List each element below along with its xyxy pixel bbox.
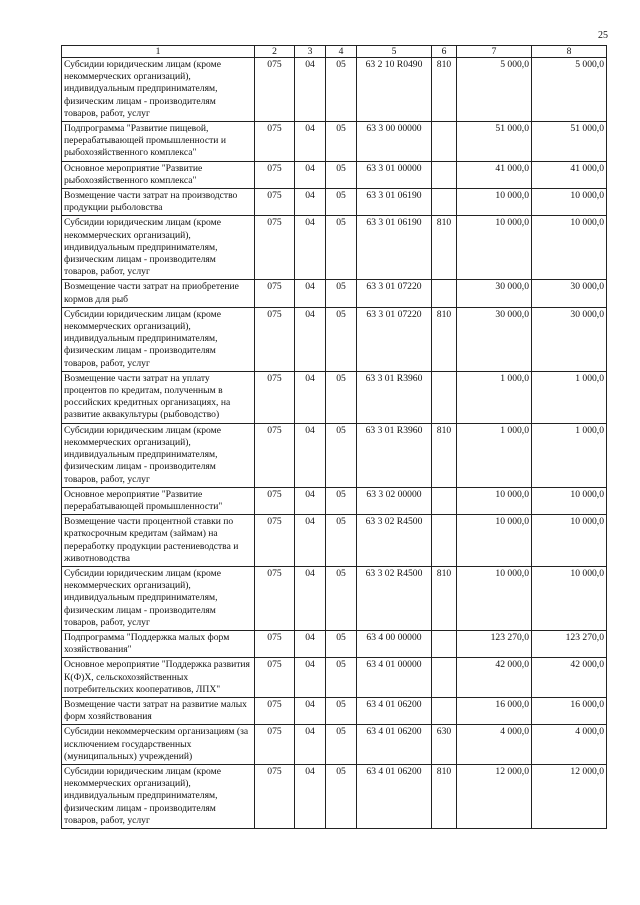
target-article-cell: 63 3 02 00000 xyxy=(357,487,432,514)
amount-cell: 1 000,0 xyxy=(532,371,607,423)
subsection-code-cell: 05 xyxy=(326,423,357,487)
expense-type-cell xyxy=(432,122,457,162)
section-code-cell: 04 xyxy=(295,280,326,307)
subsection-code-cell: 05 xyxy=(326,307,357,371)
table-row xyxy=(62,122,607,162)
row-name-cell: Основное мероприятие "Развитие рыбохозяйственного комплекса" xyxy=(62,161,255,188)
row-name-cell: Возмещение части затрат на приобретение кормов для рыб xyxy=(62,280,255,307)
table-row xyxy=(62,216,607,280)
section-code-cell: 04 xyxy=(295,566,326,630)
row-name-cell: Основное мероприятие "Развитие перерабатывающей промышленности" xyxy=(62,487,255,514)
amount-cell: 30 000,0 xyxy=(457,307,532,371)
amount-cell: 16 000,0 xyxy=(457,697,532,724)
amount-cell: 1 000,0 xyxy=(532,423,607,487)
amount-cell: 123 270,0 xyxy=(532,630,607,657)
target-article-cell: 63 3 01 R3960 xyxy=(357,423,432,487)
amount-cell: 10 000,0 xyxy=(457,566,532,630)
amount-cell: 10 000,0 xyxy=(532,515,607,567)
section-code-cell: 04 xyxy=(295,515,326,567)
amount-cell: 51 000,0 xyxy=(457,122,532,162)
expense-type-cell xyxy=(432,658,457,698)
column-header-2: 2 xyxy=(255,46,295,58)
subsection-code-cell: 05 xyxy=(326,161,357,188)
column-header-4: 4 xyxy=(326,46,357,58)
section-code-cell: 04 xyxy=(295,423,326,487)
table-row xyxy=(62,764,607,828)
expense-type-cell: 810 xyxy=(432,307,457,371)
table-row xyxy=(62,58,607,122)
expense-type-cell: 810 xyxy=(432,566,457,630)
subsection-code-cell: 05 xyxy=(326,630,357,657)
expense-type-cell xyxy=(432,189,457,216)
row-name-cell: Субсидии юридическим лицам (кроме некоммерческих организаций), индивидуальным предпринимателям, физическим лицам - производителям товаров, работ, услуг xyxy=(62,216,255,280)
ministry-code-cell: 075 xyxy=(255,697,295,724)
subsection-code-cell: 05 xyxy=(326,487,357,514)
expense-type-cell xyxy=(432,161,457,188)
section-code-cell: 04 xyxy=(295,725,326,765)
row-name-cell: Подпрограмма "Развитие пищевой, перерабатывающей промышленности и рыбохозяйственного комплекса" xyxy=(62,122,255,162)
column-header-6: 6 xyxy=(432,46,457,58)
column-header-3: 3 xyxy=(295,46,326,58)
table-row xyxy=(62,697,607,724)
subsection-code-cell: 05 xyxy=(326,658,357,698)
amount-cell: 10 000,0 xyxy=(457,487,532,514)
target-article-cell: 63 4 01 06200 xyxy=(357,697,432,724)
ministry-code-cell: 075 xyxy=(255,630,295,657)
target-article-cell: 63 3 01 R3960 xyxy=(357,371,432,423)
ministry-code-cell: 075 xyxy=(255,423,295,487)
amount-cell: 10 000,0 xyxy=(457,189,532,216)
budget-table xyxy=(61,45,607,829)
target-article-cell: 63 3 01 07220 xyxy=(357,280,432,307)
amount-cell: 5 000,0 xyxy=(457,58,532,122)
target-article-cell: 63 3 01 06190 xyxy=(357,216,432,280)
amount-cell: 12 000,0 xyxy=(532,764,607,828)
expense-type-cell xyxy=(432,280,457,307)
table-row xyxy=(62,161,607,188)
section-code-cell: 04 xyxy=(295,189,326,216)
page-number: 25 xyxy=(598,30,608,41)
section-code-cell: 04 xyxy=(295,307,326,371)
ministry-code-cell: 075 xyxy=(255,58,295,122)
expense-type-cell: 810 xyxy=(432,764,457,828)
table-row xyxy=(62,423,607,487)
amount-cell: 30 000,0 xyxy=(457,280,532,307)
row-name-cell: Субсидии юридическим лицам (кроме некоммерческих организаций), индивидуальным предпринимателям, физическим лицам - производителям товаров, работ, услуг xyxy=(62,423,255,487)
subsection-code-cell: 05 xyxy=(326,515,357,567)
section-code-cell: 04 xyxy=(295,216,326,280)
table-row xyxy=(62,280,607,307)
section-code-cell: 04 xyxy=(295,764,326,828)
ministry-code-cell: 075 xyxy=(255,658,295,698)
row-name-cell: Подпрограмма "Поддержка малых форм хозяйствования" xyxy=(62,630,255,657)
row-name-cell: Субсидии некоммерческим организациям (за исключением государственных (муниципальных) учреждений) xyxy=(62,725,255,765)
amount-cell: 10 000,0 xyxy=(532,487,607,514)
table-row xyxy=(62,487,607,514)
section-code-cell: 04 xyxy=(295,630,326,657)
amount-cell: 41 000,0 xyxy=(457,161,532,188)
expense-type-cell xyxy=(432,630,457,657)
table-row xyxy=(62,725,607,765)
row-name-cell: Возмещение части затрат на развитие малых форм хозяйствования xyxy=(62,697,255,724)
section-code-cell: 04 xyxy=(295,658,326,698)
row-name-cell: Возмещение части затрат на производство продукции рыболовства xyxy=(62,189,255,216)
target-article-cell: 63 3 01 06190 xyxy=(357,189,432,216)
subsection-code-cell: 05 xyxy=(326,725,357,765)
column-header-5: 5 xyxy=(357,46,432,58)
table-row xyxy=(62,189,607,216)
expense-type-cell xyxy=(432,697,457,724)
column-header-1: 1 xyxy=(62,46,255,58)
amount-cell: 10 000,0 xyxy=(457,216,532,280)
target-article-cell: 63 3 00 00000 xyxy=(357,122,432,162)
ministry-code-cell: 075 xyxy=(255,566,295,630)
amount-cell: 123 270,0 xyxy=(457,630,532,657)
amount-cell: 10 000,0 xyxy=(457,515,532,567)
ministry-code-cell: 075 xyxy=(255,487,295,514)
expense-type-cell xyxy=(432,371,457,423)
table-row xyxy=(62,566,607,630)
amount-cell: 30 000,0 xyxy=(532,280,607,307)
target-article-cell: 63 4 01 06200 xyxy=(357,764,432,828)
expense-type-cell: 630 xyxy=(432,725,457,765)
row-name-cell: Возмещение части затрат на уплату процентов по кредитам, полученным в российских кредитных организациях, на развитие аквакультуры (рыбоводство) xyxy=(62,371,255,423)
table-header-row xyxy=(62,46,607,58)
amount-cell: 41 000,0 xyxy=(532,161,607,188)
amount-cell: 10 000,0 xyxy=(532,566,607,630)
row-name-cell: Основное мероприятие "Поддержка развития К(Ф)Х, сельскохозяйственных потребительских кооперативов, ЛПХ" xyxy=(62,658,255,698)
table-row xyxy=(62,630,607,657)
table-row xyxy=(62,515,607,567)
column-header-7: 7 xyxy=(457,46,532,58)
expense-type-cell xyxy=(432,515,457,567)
expense-type-cell: 810 xyxy=(432,58,457,122)
amount-cell: 1 000,0 xyxy=(457,371,532,423)
target-article-cell: 63 3 01 00000 xyxy=(357,161,432,188)
amount-cell: 42 000,0 xyxy=(532,658,607,698)
ministry-code-cell: 075 xyxy=(255,515,295,567)
amount-cell: 5 000,0 xyxy=(532,58,607,122)
amount-cell: 51 000,0 xyxy=(532,122,607,162)
table-row xyxy=(62,371,607,423)
section-code-cell: 04 xyxy=(295,122,326,162)
subsection-code-cell: 05 xyxy=(326,764,357,828)
table-row xyxy=(62,658,607,698)
target-article-cell: 63 3 02 R4500 xyxy=(357,566,432,630)
amount-cell: 4 000,0 xyxy=(457,725,532,765)
row-name-cell: Субсидии юридическим лицам (кроме некоммерческих организаций), индивидуальным предпринимателям, физическим лицам - производителям товаров, работ, услуг xyxy=(62,764,255,828)
target-article-cell: 63 4 00 00000 xyxy=(357,630,432,657)
amount-cell: 10 000,0 xyxy=(532,189,607,216)
amount-cell: 1 000,0 xyxy=(457,423,532,487)
table-body xyxy=(62,58,607,829)
target-article-cell: 63 3 02 R4500 xyxy=(357,515,432,567)
row-name-cell: Субсидии юридическим лицам (кроме некоммерческих организаций), индивидуальным предпринимателям, физическим лицам - производителям товаров, работ, услуг xyxy=(62,58,255,122)
target-article-cell: 63 4 01 00000 xyxy=(357,658,432,698)
column-header-8: 8 xyxy=(532,46,607,58)
amount-cell: 12 000,0 xyxy=(457,764,532,828)
subsection-code-cell: 05 xyxy=(326,697,357,724)
subsection-code-cell: 05 xyxy=(326,189,357,216)
section-code-cell: 04 xyxy=(295,161,326,188)
expense-type-cell: 810 xyxy=(432,423,457,487)
subsection-code-cell: 05 xyxy=(326,216,357,280)
amount-cell: 4 000,0 xyxy=(532,725,607,765)
ministry-code-cell: 075 xyxy=(255,280,295,307)
ministry-code-cell: 075 xyxy=(255,307,295,371)
target-article-cell: 63 3 01 07220 xyxy=(357,307,432,371)
ministry-code-cell: 075 xyxy=(255,764,295,828)
section-code-cell: 04 xyxy=(295,487,326,514)
ministry-code-cell: 075 xyxy=(255,189,295,216)
amount-cell: 16 000,0 xyxy=(532,697,607,724)
ministry-code-cell: 075 xyxy=(255,371,295,423)
subsection-code-cell: 05 xyxy=(326,371,357,423)
target-article-cell: 63 2 10 R0490 xyxy=(357,58,432,122)
section-code-cell: 04 xyxy=(295,58,326,122)
row-name-cell: Субсидии юридическим лицам (кроме некоммерческих организаций), индивидуальным предпринимателям, физическим лицам - производителям товаров, работ, услуг xyxy=(62,566,255,630)
table-row xyxy=(62,307,607,371)
subsection-code-cell: 05 xyxy=(326,122,357,162)
ministry-code-cell: 075 xyxy=(255,161,295,188)
expense-type-cell: 810 xyxy=(432,216,457,280)
subsection-code-cell: 05 xyxy=(326,58,357,122)
row-name-cell: Субсидии юридическим лицам (кроме некоммерческих организаций), индивидуальным предпринимателям, физическим лицам - производителям товаров, работ, услуг xyxy=(62,307,255,371)
ministry-code-cell: 075 xyxy=(255,725,295,765)
amount-cell: 10 000,0 xyxy=(532,216,607,280)
target-article-cell: 63 4 01 06200 xyxy=(357,725,432,765)
section-code-cell: 04 xyxy=(295,371,326,423)
section-code-cell: 04 xyxy=(295,697,326,724)
amount-cell: 42 000,0 xyxy=(457,658,532,698)
expense-type-cell xyxy=(432,487,457,514)
subsection-code-cell: 05 xyxy=(326,566,357,630)
amount-cell: 30 000,0 xyxy=(532,307,607,371)
subsection-code-cell: 05 xyxy=(326,280,357,307)
row-name-cell: Возмещение части процентной ставки по краткосрочным кредитам (займам) на переработку продукции растениеводства и животноводства xyxy=(62,515,255,567)
ministry-code-cell: 075 xyxy=(255,216,295,280)
ministry-code-cell: 075 xyxy=(255,122,295,162)
